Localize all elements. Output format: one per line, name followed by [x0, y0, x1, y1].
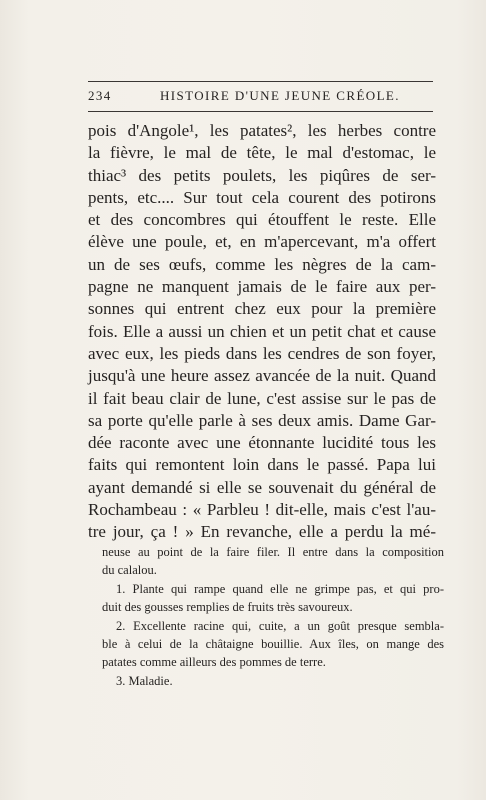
- text-line: élève une poule, et, en m'apercevant, m'a offert: [88, 232, 436, 252]
- text-line: pois d'Angole¹, les patates², les herbes contre: [88, 121, 436, 140]
- footnote-2-line: 2. Excellente racine qui, cuite, a un goût presque sembla-: [116, 618, 444, 633]
- running-header: [88, 88, 433, 106]
- footnote-3-line: 3. Maladie.: [116, 673, 173, 688]
- text-line: un de ses œufs, comme les nègres de la cam-: [88, 254, 436, 274]
- running-title: HISTOIRE D'UNE JEUNE CRÉOLE.: [160, 88, 400, 103]
- text-line: il fait beau clair de lune, c'est assise sur le pas de: [88, 388, 436, 408]
- footnote-2-line: ble à celui de la châtaigne bouillie. Aux îles, on mange des: [102, 636, 444, 651]
- text-line: dée raconte avec une étonnante lucidité tous les: [88, 433, 436, 453]
- text-line: pents, etc.... Sur tout cela courent des potirons: [88, 187, 436, 207]
- text-line: tre jour, ça ! » En revanche, elle a perdu la mé-: [88, 522, 436, 542]
- text-line: jusqu'à une heure assez avancée de la nuit. Quand: [88, 366, 436, 386]
- text-line: pagne ne manquent jamais de le faire aux per-: [88, 277, 436, 297]
- text-line: ayant demandé si elle se souvenait du général de: [88, 477, 436, 497]
- text-line: fois. Elle a aussi un chien et un petit chat et cause: [88, 321, 436, 341]
- page-number: 234: [88, 88, 112, 103]
- text-line: avec eux, les pieds dans les cendres de son foyer,: [88, 343, 436, 363]
- footnote-1-line: duit des gousses remplies de fruits très savoureux.: [102, 600, 353, 615]
- footnote-2-line: patates comme ailleurs des pommes de terre.: [102, 655, 326, 670]
- footnote-continuation-line: neuse au point de la faire filer. Il entre dans la composition: [102, 545, 444, 559]
- text-line: la fièvre, le mal de tête, le mal d'estomac, le: [88, 143, 436, 163]
- header-bottom-rule: [88, 111, 433, 112]
- footnote-continuation-line: du calalou.: [102, 563, 157, 578]
- text-line: sonnes qui entrent chez eux pour la première: [88, 299, 436, 319]
- text-line: faits qui remontent loin dans le passé. Papa lui: [88, 455, 436, 475]
- text-line: sa porte qu'elle parle à ses deux amis. Dame Gar-: [88, 410, 436, 430]
- main-text: [88, 120, 436, 544]
- header-top-rule: [88, 81, 433, 82]
- footnotes: [102, 543, 444, 690]
- footnote-1-line: 1. Plante qui rampe quand elle ne grimpe pas, et qui pro-: [116, 581, 444, 596]
- text-line: Rochambeau : « Parbleu ! dit-elle, mais c'est l'au-: [88, 500, 436, 520]
- text-line: et des concombres qui étouffent le reste. Elle: [88, 210, 436, 230]
- text-line: thiac³ des petits poulets, les piqûres de ser-: [88, 165, 436, 185]
